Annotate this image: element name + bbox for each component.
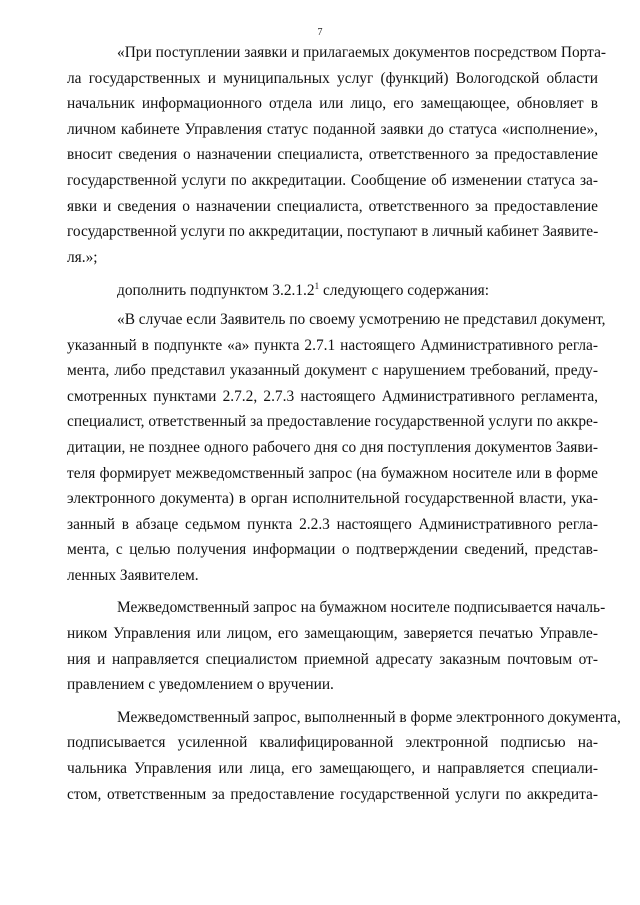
text-line: подписывается усиленной квалифицированной электронной подписью на- xyxy=(67,734,598,752)
text-line: чальника Управления или лица, его замещающего, и направляется специали- xyxy=(67,760,598,778)
amend-suffix: следующего содержания: xyxy=(319,282,490,300)
text-line: смотренных пунктами 2.7.2, 2.7.3 настоящего Административного регламента, xyxy=(67,387,598,405)
paragraph-2 xyxy=(67,278,598,304)
text-line: специалист, ответственный за предоставление государственной услуги по аккре- xyxy=(67,413,598,431)
text-line: Межведомственный запрос, выполненный в форме электронного документа, xyxy=(117,708,621,726)
text-line: ния и направляется специалистом приемной адресату заказным почтовым от- xyxy=(67,650,598,668)
text-line: вносит сведения о назначении специалиста, ответственного за предоставление xyxy=(67,146,598,164)
text-line: «При поступлении заявки и прилагаемых документов посредством Порта- xyxy=(117,44,607,61)
paragraph-3 xyxy=(67,307,606,589)
text-line: мента, либо представил указанный документ с нарушением требований, преду- xyxy=(67,362,598,380)
text-line: мента, с целью получения информации о подтверждении сведений, представ- xyxy=(67,541,598,559)
text-line: ленных Заявителем. xyxy=(67,566,199,584)
text-line: стом, ответственным за предоставление государственной услуги по аккредита- xyxy=(67,785,598,803)
text-line: начальник информационного отдела или лицо, его замещающее, обновляет в xyxy=(67,95,598,113)
text-line: правлением с уведомлением о вручении. xyxy=(67,676,334,694)
text-line: личном кабинете Управления статус поданной заявки до статуса «исполнение», xyxy=(67,120,598,138)
text-line: государственной услуги по аккредитации. Сообщение об изменении статуса за- xyxy=(67,171,598,189)
page-number: 7 xyxy=(317,27,323,38)
text-line: ником Управления или лицом, его замещающим, заверяется печатью Управле- xyxy=(67,625,598,643)
text-line: электронного документа) в орган исполнительной государственной власти, ука- xyxy=(67,490,598,508)
paragraph-4 xyxy=(67,595,606,697)
text-line: указанный в подпункте «а» пункта 2.7.1 настоящего Административного регла- xyxy=(67,336,598,354)
text-line: занный в абзаце седьмом пункта 2.2.3 настоящего Административного регла- xyxy=(67,515,598,533)
document-body xyxy=(67,40,621,807)
superscript: 1 xyxy=(314,281,320,292)
text-line: теля формирует межведомственный запрос (на бумажном носителе или в форме xyxy=(67,464,598,482)
text-line: Межведомственный запрос на бумажном носителе подписывается началь- xyxy=(117,599,606,617)
text-line: ла государственных и муниципальных услуг (функций) Вологодской области xyxy=(67,69,598,87)
text-line: «В случае если Заявитель по своему усмотрению не представил документ, xyxy=(117,310,606,328)
text-line: дитации, не позднее одного рабочего дня со дня поступления документов Заяви- xyxy=(67,438,598,456)
paragraph-1 xyxy=(67,40,607,270)
text-line: государственной услуги по аккредитации, поступают в личный кабинет Заявите- xyxy=(67,223,599,241)
text-line xyxy=(67,278,598,304)
amend-prefix: дополнить подпунктом 3.2.1.2 xyxy=(117,282,315,300)
text-line: ля.»; xyxy=(67,248,98,266)
text-line: явки и сведения о назначении специалиста, ответственного за предоставление xyxy=(67,197,598,215)
paragraph-5 xyxy=(67,705,621,807)
